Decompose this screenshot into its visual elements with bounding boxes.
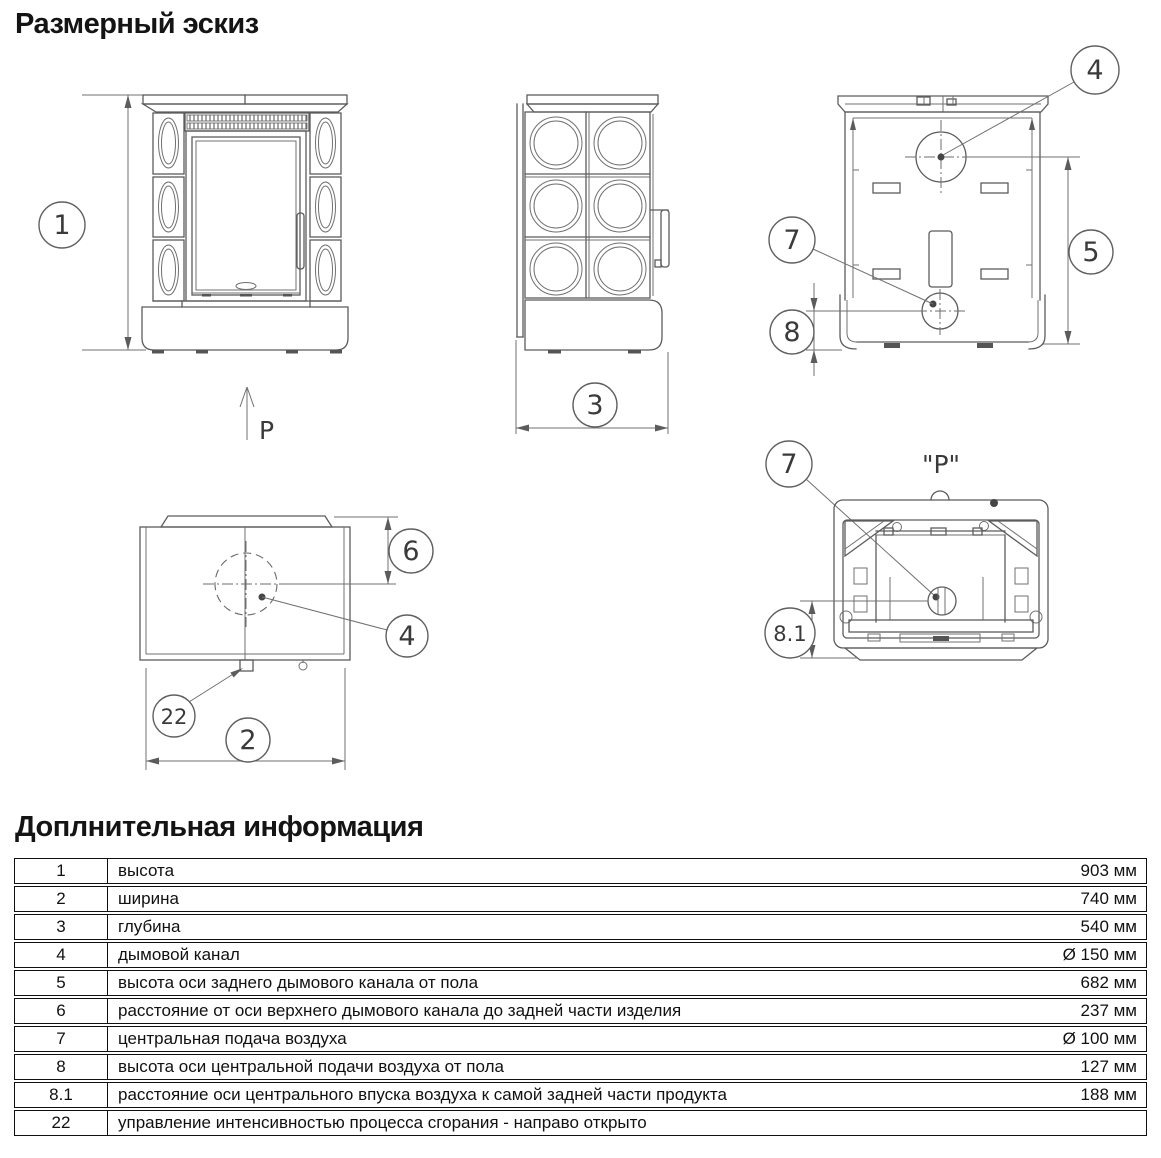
table-row — [14, 886, 1147, 912]
row-description: высота оси центральной подачи воздуха от пола — [118, 1057, 504, 1076]
row-number: 22 — [15, 1111, 108, 1135]
table-row — [14, 942, 1147, 968]
top-flue-circle — [203, 541, 396, 627]
rear-slot-lower-left — [873, 269, 900, 279]
svg-text:2: 2 — [239, 725, 257, 756]
row-description: центральная подача воздуха — [118, 1029, 347, 1048]
rear-panel — [845, 112, 1040, 300]
top-rear-flange — [161, 516, 332, 527]
side-tile-grid — [525, 112, 653, 298]
row-number: 1 — [15, 859, 108, 883]
svg-text:6: 6 — [402, 536, 420, 567]
info-section-title: Доплнительная информация — [15, 811, 424, 843]
row-description: расстояние оси центрального впуска воздуха к самой задней части продукта — [118, 1085, 727, 1104]
svg-text:4: 4 — [398, 621, 416, 652]
row-description: дымовой канал — [118, 945, 240, 964]
page-title: Размерный эскиз — [15, 8, 259, 40]
front-cornice — [143, 95, 347, 112]
leader-4-rear — [943, 46, 1119, 155]
rear-slot-upper-left — [873, 183, 900, 193]
front-air-grille — [185, 113, 309, 131]
row-description: высота — [118, 861, 175, 880]
top-view — [140, 516, 433, 770]
svg-text:8: 8 — [783, 317, 801, 348]
table-row — [14, 970, 1147, 996]
bottom-view-p — [765, 441, 1048, 660]
rear-slot-lower-right — [981, 269, 1008, 279]
leader-7-rear — [769, 217, 933, 304]
row-number: 6 — [15, 999, 108, 1023]
leader-22 — [153, 668, 243, 737]
table-row — [14, 1054, 1147, 1080]
rear-slot-center — [929, 231, 952, 287]
dimension-3 — [516, 340, 668, 434]
info-table — [14, 858, 1147, 1138]
table-row — [14, 998, 1147, 1024]
door-logo — [236, 283, 256, 290]
p-arrow-label: P — [259, 416, 275, 445]
row-number: 8.1 — [15, 1083, 108, 1107]
row-number: 7 — [15, 1027, 108, 1051]
front-right-column — [310, 113, 341, 301]
side-view — [516, 95, 669, 434]
p-air-inlet — [928, 587, 956, 615]
row-value: 540 мм — [1080, 917, 1137, 936]
row-number: 2 — [15, 887, 108, 911]
side-cornice — [527, 95, 658, 112]
dimension-1 — [39, 95, 146, 350]
row-value: Ø 100 мм — [1062, 1029, 1137, 1048]
row-description: высота оси заднего дымового канала от пола — [118, 973, 479, 992]
p-corner-braces — [845, 521, 1037, 556]
row-value: 740 мм — [1080, 889, 1137, 908]
side-front-edge — [517, 104, 523, 337]
table-row — [14, 1082, 1147, 1108]
top-control-lever — [240, 660, 307, 671]
rear-top-cap — [838, 96, 1048, 112]
rear-slot-upper-right — [981, 183, 1008, 193]
p-bottom-bar — [849, 620, 1033, 642]
row-value: 127 мм — [1080, 1057, 1137, 1076]
top-body — [140, 527, 350, 660]
row-description: глубина — [118, 917, 181, 936]
row-value: 188 мм — [1080, 1085, 1137, 1104]
table-row — [14, 858, 1147, 884]
row-value: 237 мм — [1080, 1001, 1137, 1020]
svg-text:4: 4 — [1086, 55, 1104, 86]
row-value: Ø 150 мм — [1062, 945, 1137, 964]
svg-text:7: 7 — [780, 449, 798, 480]
table-row — [14, 914, 1147, 940]
rear-view — [769, 46, 1119, 376]
svg-text:7: 7 — [783, 225, 801, 256]
svg-text:1: 1 — [53, 210, 71, 241]
row-value: 682 мм — [1080, 973, 1137, 992]
table-row — [14, 1026, 1147, 1052]
svg-text:8.1: 8.1 — [773, 622, 807, 646]
front-door — [186, 131, 306, 301]
front-view — [39, 95, 348, 445]
row-number: 8 — [15, 1055, 108, 1079]
side-base — [525, 300, 662, 354]
svg-text:22: 22 — [160, 705, 188, 729]
p-direction-arrow — [240, 387, 274, 445]
svg-text:5: 5 — [1082, 237, 1100, 268]
rear-base-brackets — [840, 295, 1045, 349]
p-outer-shell — [834, 491, 1048, 660]
row-number: 3 — [15, 915, 108, 939]
front-left-column — [153, 113, 184, 301]
p-firebox-outline — [876, 528, 1005, 622]
rear-air-inlet — [916, 289, 966, 335]
row-description: ширина — [118, 889, 179, 908]
leader-4-top — [262, 597, 428, 657]
p-view-label: "P" — [921, 450, 961, 479]
row-number: 4 — [15, 943, 108, 967]
row-description: управление интенсивностью процесса сгорания - направо открыто — [118, 1113, 647, 1132]
svg-text:3: 3 — [586, 390, 604, 421]
row-number: 5 — [15, 971, 108, 995]
row-description: расстояние от оси верхнего дымового канала до задней части изделия — [118, 1001, 682, 1020]
row-value — [1007, 1111, 1146, 1135]
table-row — [14, 1110, 1147, 1136]
front-base — [142, 301, 348, 354]
row-value: 903 мм — [1080, 861, 1137, 880]
